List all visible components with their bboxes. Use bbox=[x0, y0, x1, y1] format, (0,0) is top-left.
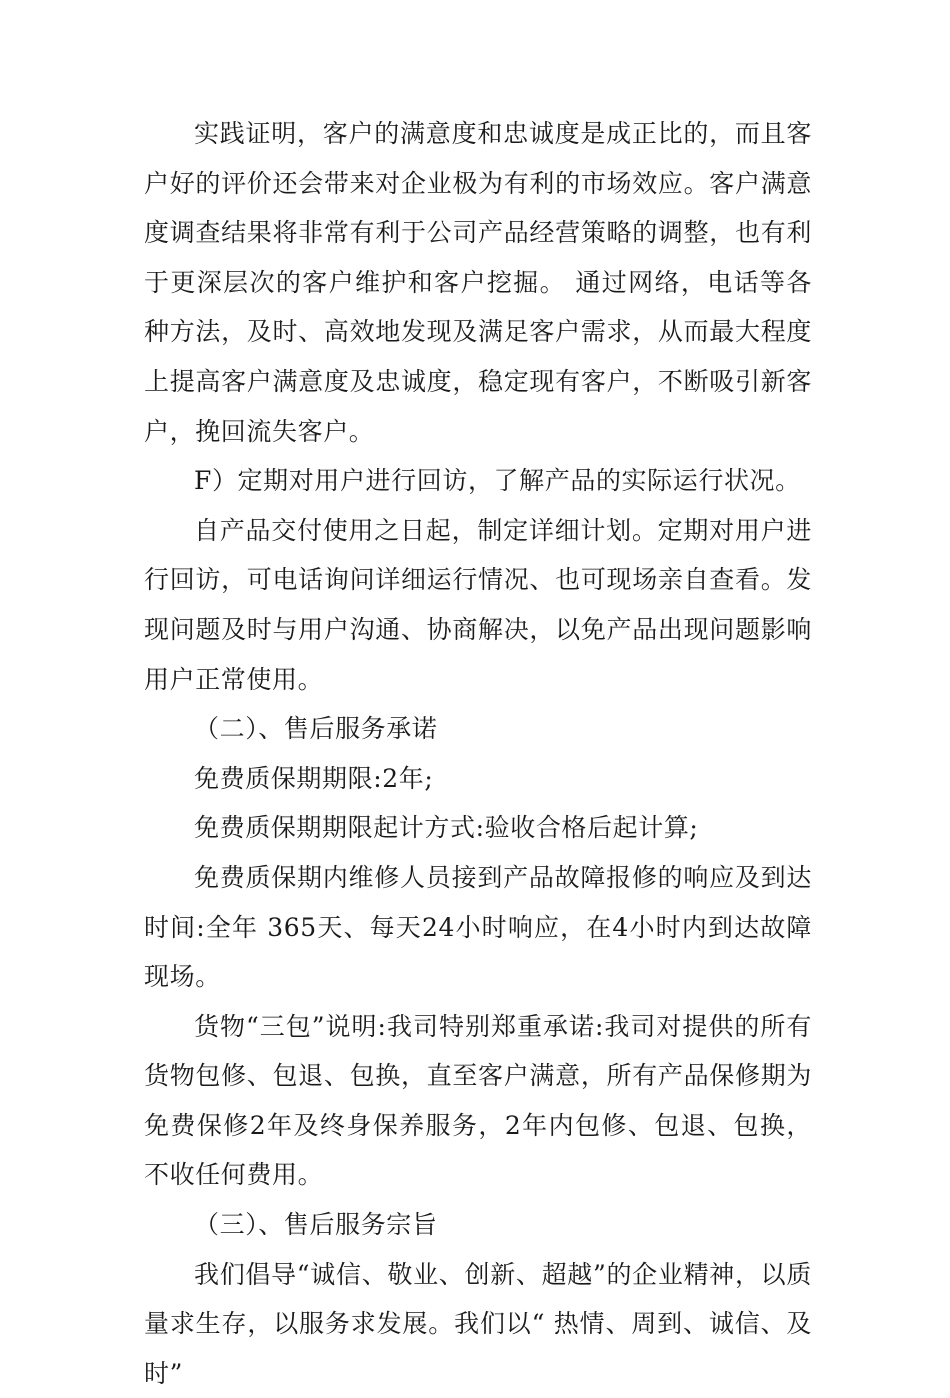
paragraph-warranty-period: 免费质保期期限:2年; bbox=[194, 763, 434, 793]
paragraph-enterprise-spirit: 我们倡导“诚信、敬业、创新、超越”的企业精神，以质量求生存，以服务求发展。我们以“ 热情、周到、诚信、及时” bbox=[144, 1259, 812, 1388]
section-heading-service-commitment: （二）、售后服务承诺 bbox=[194, 714, 438, 744]
paragraph-follow-up-heading: F）定期对用户进行回访，了解产品的实际运行状况。 bbox=[194, 466, 801, 496]
document-body bbox=[144, 109, 812, 1398]
paragraph-satisfaction: 实践证明，客户的满意度和忠诚度是成正比的，而且客户好的评价还会带来对企业极为有利的市场效应。客户满意度调查结果将非常有利于公司产品经营策略的调整，也有利于更深层次的客户维护和客户挖掘。 通过网络，电话等各种方法，及时、高效地发现及满足客户需求，从而最大程度上提高客户满意度及忠诚度，稳定现有客户，不断吸引新客户，挽回流失客户。 bbox=[144, 119, 812, 446]
paragraph-three-guarantees: 货物“三包”说明:我司特别郑重承诺:我司对提供的所有货物包修、包退、包换，直至客户满意，所有产品保修期为免费保修2年及终身保养服务，2年内包修、包退、包换，不收任何费用。 bbox=[144, 1011, 812, 1190]
section-heading-service-tenet: （三）、售后服务宗旨 bbox=[194, 1210, 438, 1240]
paragraph-response-time: 免费质保期内维修人员接到产品故障报修的响应及到达时间:全年 365天、每天24小时响应，在4小时内到达故障现场。 bbox=[144, 862, 812, 992]
paragraph-follow-up-plan: 自产品交付使用之日起，制定详细计划。定期对用户进行回访，可电话询问详细运行情况、也可现场亲自查看。发现问题及时与用户沟通、协商解决，以免产品出现问题影响用户正常使用。 bbox=[144, 515, 812, 694]
paragraph-warranty-start: 免费质保期期限起计方式:验收合格后起计算; bbox=[194, 813, 699, 843]
